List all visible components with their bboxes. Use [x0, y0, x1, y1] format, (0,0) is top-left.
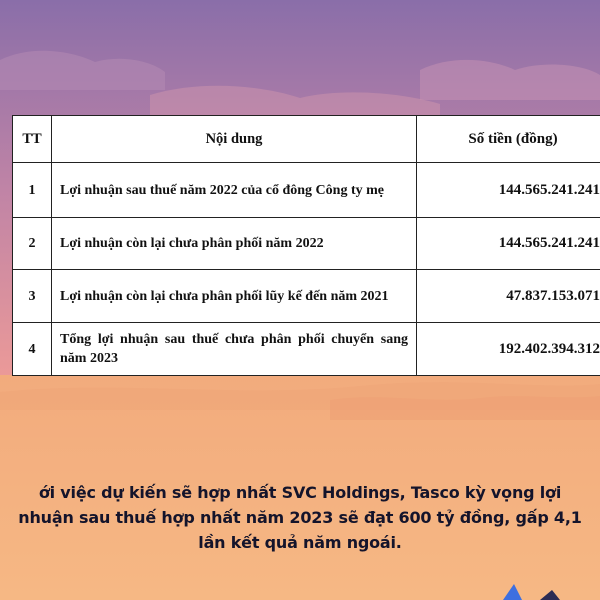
table-row	[13, 270, 600, 323]
row-content: Lợi nhuận sau thuế năm 2022 của cổ đông Công ty mẹ	[52, 163, 417, 218]
table-row	[13, 163, 600, 218]
row-amount: 192.402.394.312	[417, 323, 600, 376]
row-tt: 4	[13, 323, 52, 376]
table-row	[13, 218, 600, 270]
row-content: Lợi nhuận còn lại chưa phân phối năm 2022	[52, 218, 417, 270]
row-amount: 144.565.241.241	[417, 163, 600, 218]
header-amount: Số tiền (đồng)	[417, 116, 600, 163]
table-header-row	[13, 116, 600, 163]
row-content: Lợi nhuận còn lại chưa phân phối lũy kế đến năm 2021	[52, 270, 417, 323]
row-amount: 47.837.153.071	[417, 270, 600, 323]
table-row	[13, 323, 600, 376]
profit-table	[12, 115, 600, 376]
caption-text: ới việc dự kiến sẽ hợp nhất SVC Holdings, Tasco kỳ vọng lợi nhuận sau thuế hợp nhất năm 2023 sẽ đạt 600 tỷ đồng, gấp 4,1 lần kết quả năm ngoái.	[18, 483, 582, 552]
sand-wave-2	[330, 396, 600, 420]
header-content: Nội dung	[52, 116, 417, 163]
header-tt: TT	[13, 116, 52, 163]
profit-table-container	[12, 115, 600, 376]
row-amount: 144.565.241.241	[417, 218, 600, 270]
row-tt: 3	[13, 270, 52, 323]
row-content: Tổng lợi nhuận sau thuế chưa phân phối chuyển sang năm 2023	[52, 323, 417, 376]
row-tt: 2	[13, 218, 52, 270]
row-tt: 1	[13, 163, 52, 218]
